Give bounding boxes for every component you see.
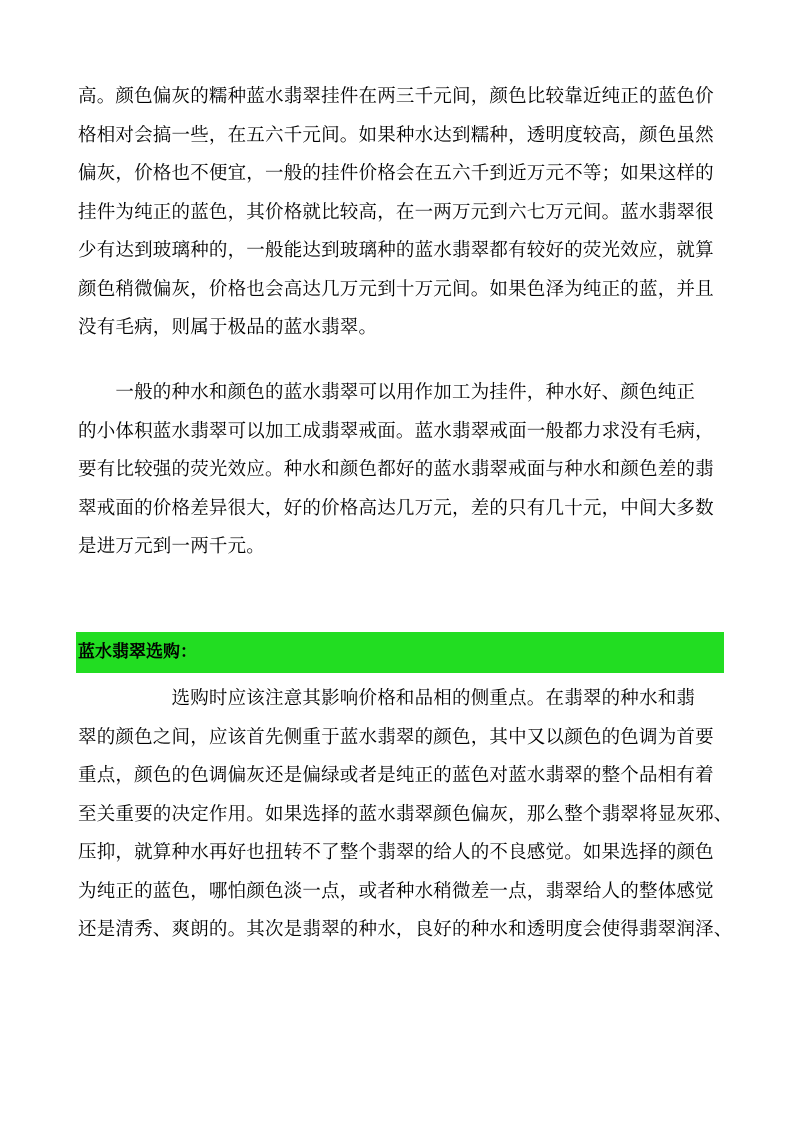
text-line: 挂件为纯正的蓝色，其价格就比较高，在一两万元到六七万元间。蓝水翡翠很 — [78, 201, 714, 223]
text-line: 没有毛病，则属于极品的蓝水翡翠。 — [78, 317, 378, 338]
paragraph-buying-guide — [78, 680, 733, 950]
text-line: 一般的种水和颜色的蓝水翡翠可以用作加工为挂件，种水好、颜色纯正 — [78, 382, 696, 403]
paragraph-ring-face — [78, 374, 728, 567]
section-heading-buying-guide: 蓝水翡翠选购： — [76, 632, 724, 673]
text-line: 的小体积蓝水翡翠可以加工成翡翠戒面。蓝水翡翠戒面一般都力求没有毛病， — [78, 420, 714, 442]
text-line: 选购时应该注意其影响价格和品相的侧重点。在翡翠的种水和翡 — [78, 688, 696, 709]
text-line: 颜色稍微偏灰，价格也会高达几万元到十万元间。如果色泽为纯正的蓝，并且 — [78, 278, 714, 300]
text-line: 压抑，就算种水再好也扭转不了整个翡翠的给人的不良感觉。如果选择的颜色 — [78, 842, 714, 863]
text-line: 至关重要的决定作用。如果选择的蓝水翡翠颜色偏灰，那么整个翡翠将显灰邪、 — [78, 803, 733, 825]
text-line: 高。颜色偏灰的糯种蓝水翡翠挂件在两三千元间，颜色比较靠近纯正的蓝色价 — [78, 86, 714, 107]
text-line: 重点，颜色的色调偏灰还是偏绿或者是纯正的蓝色对蓝水翡翠的整个品相有着 — [78, 765, 714, 786]
text-line: 翠戒面的价格差异很大，好的价格高达几万元，差的只有几十元，中间大多数 — [78, 497, 714, 519]
text-line: 为纯正的蓝色，哪怕颜色淡一点，或者种水稍微差一点，翡翠给人的整体感觉 — [78, 880, 714, 902]
text-line: 还是清秀、爽朗的。其次是翡翠的种水，良好的种水和透明度会使得翡翠润泽、 — [78, 919, 733, 940]
text-line: 偏灰，价格也不便宜，一般的挂件价格会在五六千到近万元不等；如果这样的 — [78, 163, 714, 184]
paragraph-price-levels — [78, 78, 728, 348]
text-line: 翠的颜色之间，应该首先侧重于蓝水翡翠的颜色，其中又以颜色的色调为首要 — [78, 726, 714, 748]
text-line: 要有比较强的荧光效应。种水和颜色都好的蓝水翡翠戒面与种水和颜色差的翡 — [78, 459, 714, 480]
text-line: 是进万元到一两千元。 — [78, 536, 266, 557]
text-line: 格相对会搞一些，在五六千元间。如果种水达到糯种，透明度较高，颜色虽然 — [78, 124, 714, 146]
text-line: 少有达到玻璃种的，一般能达到玻璃种的蓝水翡翠都有较好的荧光效应，就算 — [78, 240, 714, 261]
